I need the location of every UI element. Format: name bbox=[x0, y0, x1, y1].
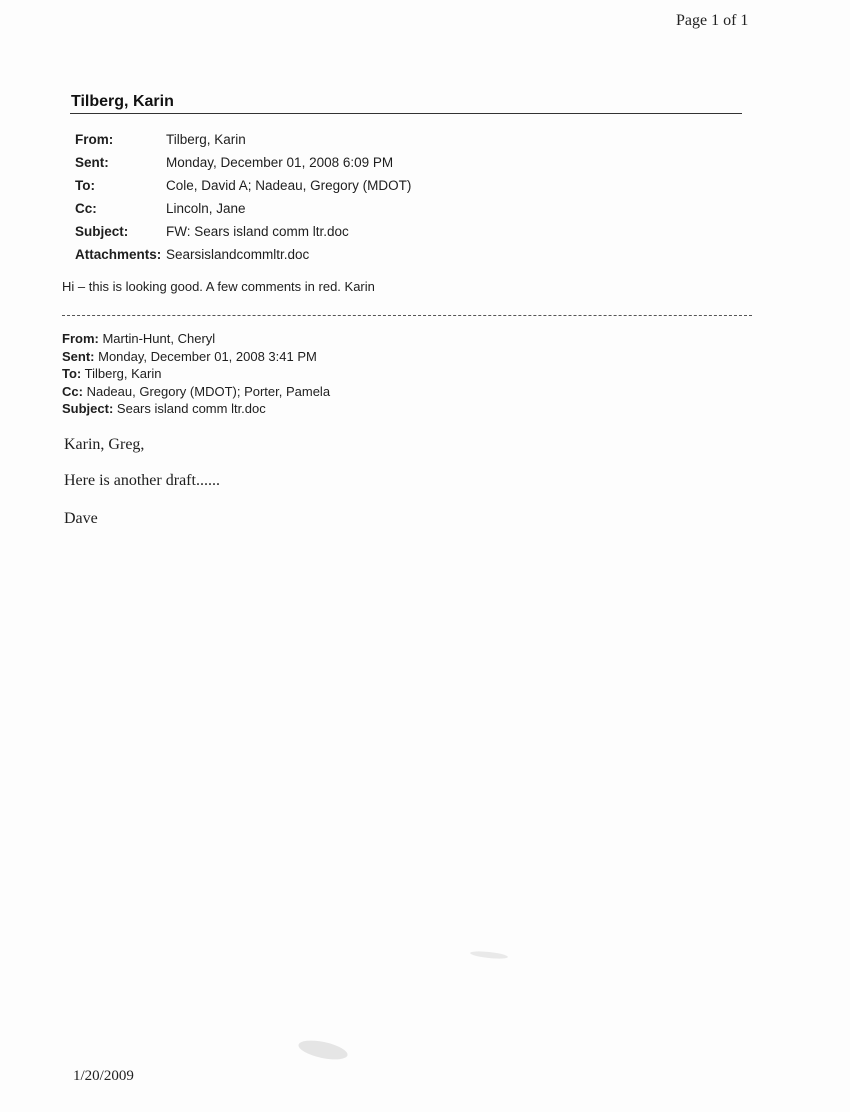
body-greeting: Karin, Greg, bbox=[64, 436, 145, 453]
print-date: 1/20/2009 bbox=[73, 1068, 134, 1084]
header-row-from bbox=[75, 128, 411, 151]
header-row-attachments bbox=[75, 243, 411, 266]
body-signature: Dave bbox=[64, 510, 98, 527]
header-label: Cc: bbox=[75, 201, 97, 216]
separator-rule bbox=[62, 315, 752, 316]
quoted-message-header bbox=[62, 330, 330, 418]
page-number: Page 1 of 1 bbox=[676, 12, 749, 29]
header-label: To: bbox=[75, 178, 95, 193]
scan-smudge bbox=[470, 950, 508, 960]
attachment-name: Searsislandcommltr.doc bbox=[166, 247, 310, 262]
header-label: Attachments: bbox=[75, 247, 162, 262]
scan-smudge bbox=[297, 1037, 349, 1063]
title-rule bbox=[70, 113, 742, 114]
header-value: Tilberg, Karin bbox=[166, 132, 246, 147]
header-label: From: bbox=[75, 132, 114, 147]
quoted-from: From: Martin-Hunt, Cheryl bbox=[62, 331, 216, 346]
header-value: Lincoln, Jane bbox=[166, 201, 246, 216]
reply-text: Hi – this is looking good. A few comments in red. Karin bbox=[62, 279, 375, 294]
quoted-cc: Cc: Nadeau, Gregory (MDOT); Porter, Pamela bbox=[62, 383, 331, 399]
header-value: Monday, December 01, 2008 6:09 PM bbox=[166, 155, 394, 170]
header-label: Sent: bbox=[75, 155, 109, 170]
quoted-sent: Sent: Monday, December 01, 2008 3:41 PM bbox=[62, 348, 317, 364]
header-label: Subject: bbox=[75, 224, 129, 239]
header-value: Cole, David A; Nadeau, Gregory (MDOT) bbox=[166, 178, 412, 193]
body-line: Here is another draft...... bbox=[64, 472, 220, 489]
header-row-to bbox=[75, 174, 411, 197]
header-row-sent bbox=[75, 151, 411, 174]
header-value: FW: Sears island comm ltr.doc bbox=[166, 224, 349, 239]
sender-name: Tilberg, Karin bbox=[71, 93, 174, 110]
quoted-subject: Subject: Sears island comm ltr.doc bbox=[62, 401, 266, 416]
quoted-to: To: Tilberg, Karin bbox=[62, 366, 162, 381]
email-header-table bbox=[75, 128, 411, 266]
header-row-subject bbox=[75, 220, 411, 243]
header-row-cc bbox=[75, 197, 411, 220]
